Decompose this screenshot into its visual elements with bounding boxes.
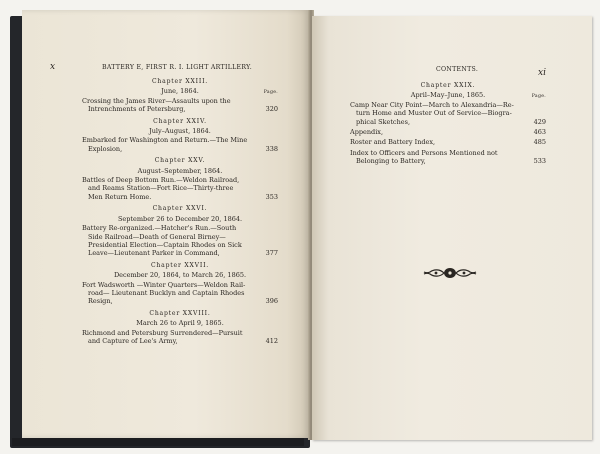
toc-entry	[350, 101, 546, 126]
right-page-number: xi	[538, 68, 546, 78]
left-toc	[82, 74, 278, 345]
chapter-date: August–September, 1864.	[137, 166, 223, 175]
toc-entry	[350, 138, 546, 146]
toc-entry	[82, 224, 278, 258]
toc-entry-text: Camp Near City Point—March to Alexandria—Return Home and Muster Out of Service—Biographical Sketches,	[350, 100, 514, 126]
left-running-header: BATTERY E, FIRST R. I. LIGHT ARTILLERY.	[102, 64, 252, 71]
toc-entry-page: 338	[265, 144, 278, 153]
toc-entry-page: 485	[533, 138, 546, 147]
toc-entry-page: 463	[533, 128, 546, 137]
right-page	[312, 16, 592, 440]
cover-edge	[12, 438, 304, 446]
toc-entry-page: 377	[265, 249, 278, 258]
toc-entry-page: 412	[265, 336, 278, 345]
right-running-header: CONTENTS.	[436, 66, 479, 73]
chapter-date: July–August, 1864.	[149, 127, 211, 136]
chapter-date: December 20, 1864, to March 26, 1865.	[113, 271, 247, 280]
chapter-date: April–May–June, 1865.	[410, 91, 486, 100]
toc-entry-text: Embarked for Washington and Return.—The Mine Explosion,	[82, 136, 248, 153]
toc-entry-page: 429	[533, 117, 546, 126]
toc-entry	[82, 329, 278, 346]
left-page-number: x	[50, 62, 56, 72]
chapter-heading: Chapter XXIII.	[151, 78, 209, 85]
open-book	[8, 8, 596, 448]
toc-entry-text: Battles of Deep Bottom Run.—Weldon Railroad, and Reams Station—Fort Rice—Thirty-three Men Return Home.	[82, 176, 240, 201]
toc-entry-page: 320	[265, 105, 278, 114]
chapter-date: March 26 to April 9, 1865.	[136, 319, 224, 328]
toc-entry	[82, 176, 278, 201]
left-page	[22, 10, 310, 438]
chapter-heading: Chapter XXVIII.	[149, 309, 211, 317]
chapter-heading: Chapter XXVII.	[150, 261, 210, 269]
toc-entry	[82, 97, 278, 114]
right-toc	[350, 78, 546, 166]
chapter-date: June, 1864.	[161, 87, 199, 96]
toc-entry	[350, 128, 546, 136]
toc-entry-text: Battery Re-organized.—Hatcher's Run.—South Side Railroad—Death of General Birney—Presidential Election—Captain Rhodes on Sick Leave—Lieutenant Parker in Command,	[82, 224, 242, 258]
toc-entry-text: Index to Officers and Persons Mentioned not Belonging to Battery,	[350, 148, 498, 166]
toc-entry-text: Roster and Battery Index,	[350, 138, 436, 147]
toc-entry-text: Richmond and Petersburg Surrendered—Pursuit and Capture of Lee's Army,	[82, 328, 243, 345]
page-column-label: Page.	[263, 89, 278, 95]
toc-entry	[350, 149, 546, 166]
toc-entry-page: 396	[265, 297, 278, 306]
chapter-heading: Chapter XXV.	[154, 157, 206, 165]
chapter-heading: Chapter XXIX.	[420, 82, 476, 89]
page-column-label: Page.	[531, 93, 546, 99]
chapter-heading: Chapter XXVI.	[152, 205, 208, 213]
chapter-date: September 26 to December 20, 1864.	[117, 214, 243, 223]
ornament-icon	[422, 266, 478, 280]
toc-entry-page: 533	[533, 157, 546, 166]
toc-entry	[82, 281, 278, 306]
toc-entry-text: Crossing the James River—Assaults upon the Intrenchments of Petersburg,	[82, 96, 231, 114]
toc-entry-text: Appendix,	[350, 128, 384, 137]
toc-entry-page: 353	[265, 192, 278, 201]
toc-entry-text: Fort Wadsworth —Winter Quarters—Weldon Railroad— Lieutenant Bucklyn and Captain Rhodes Resign,	[82, 280, 246, 306]
chapter-heading: Chapter XXIV.	[153, 117, 207, 125]
toc-entry	[82, 136, 278, 153]
